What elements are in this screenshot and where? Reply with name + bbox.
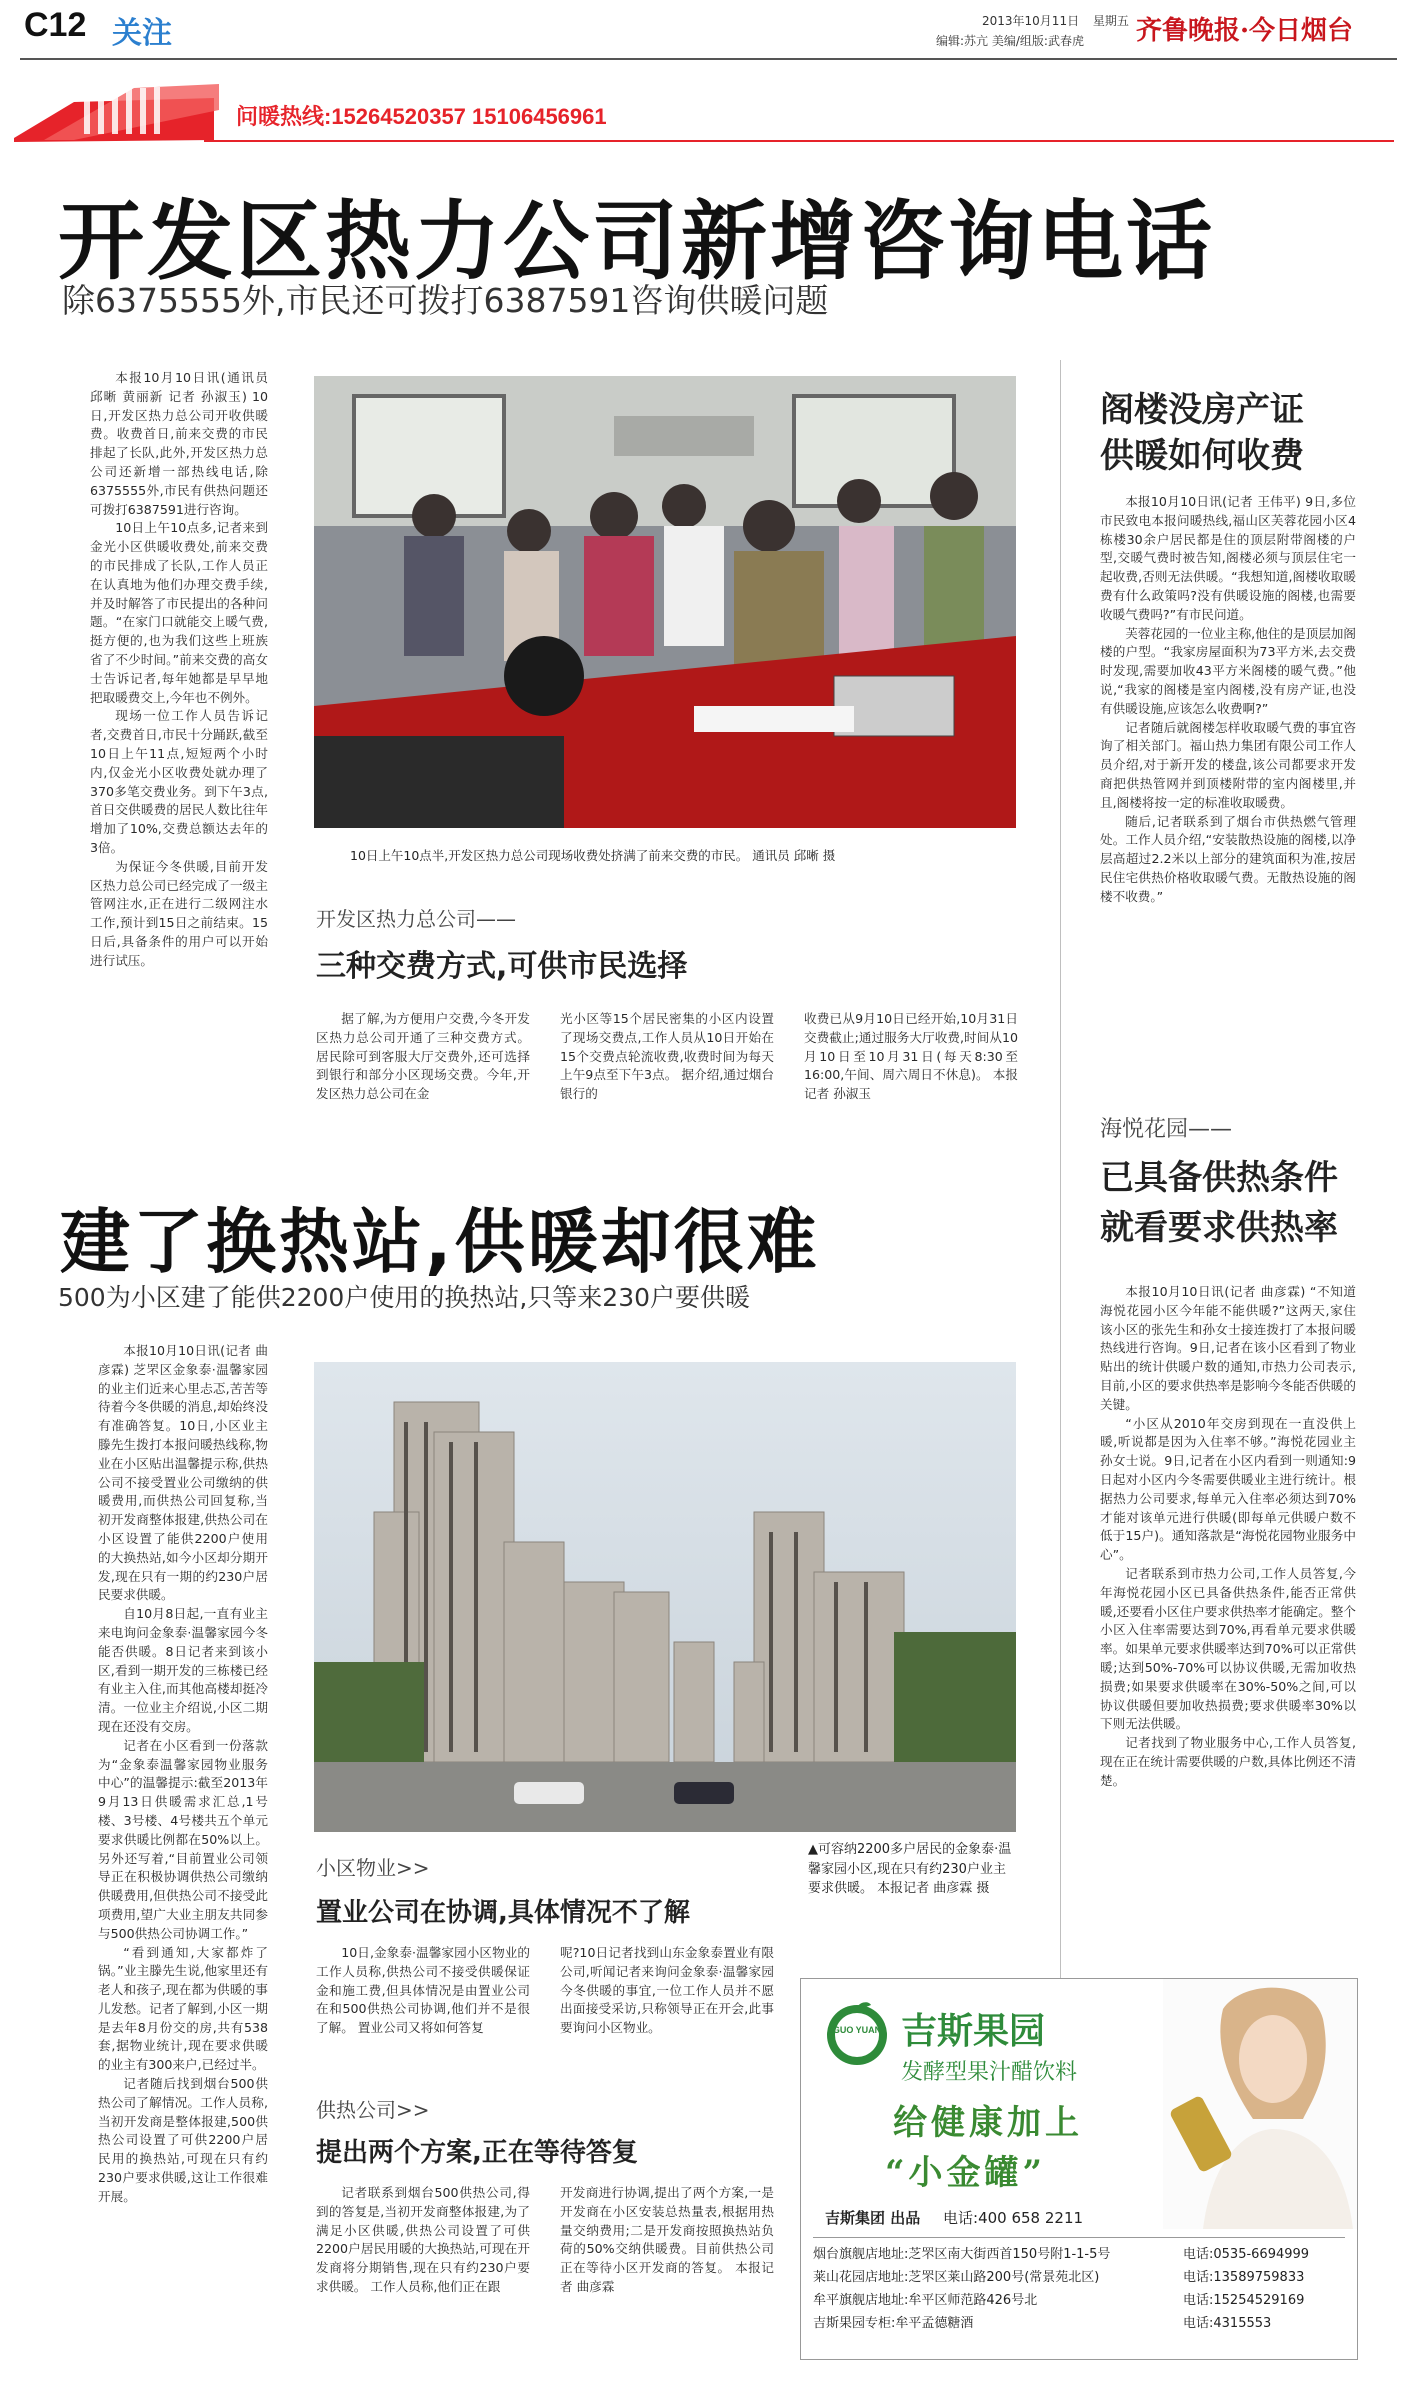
story2-kicker-2: 供热公司>> bbox=[316, 2098, 430, 2122]
date-text: 2013年10月11日 bbox=[982, 14, 1080, 28]
paper-name: 齐鲁晚报·今日烟台 bbox=[1136, 16, 1354, 46]
ad-group: 吉斯集团 出品 bbox=[825, 2209, 921, 2227]
story1-lower-col-3 bbox=[804, 1010, 1018, 1104]
story2-subhead-1: 置业公司在协调,具体情况不了解 bbox=[316, 1898, 690, 1928]
story1-subhead2: 三种交费方式,可供市民选择 bbox=[316, 949, 688, 984]
story1-subhead: 除6375555外,市民还可拨打6387591咨询供暖问题 bbox=[62, 281, 829, 320]
crowd-photo-illustration bbox=[314, 376, 1016, 828]
ad-phone-3: 电话:15254529169 bbox=[1183, 2293, 1305, 2308]
ad-logo-text: GUO YUAN bbox=[832, 2025, 882, 2035]
ad-group-row bbox=[825, 2207, 1083, 2228]
story1-lower-para-1: 据了解,为方便用户交费,今冬开发区热力总公司开通了三种交费方式。居民除可到客服大厅交费外,还可选择到银行和部分小区现场交费。今年,开发区热力总公司在金 bbox=[316, 1011, 530, 1102]
haiyue-headline-1: 已具备供热条件 bbox=[1100, 1158, 1338, 1198]
story2-sub2-para-1: 记者联系到烟台500供热公司,得到的答复是,当初开发商整体报建,为了满足小区供暖,供热公司设置了可供2200户居民用暖的大换热站,可现在开发商将分期销售,现在只有约230户要求供暖。 工作人员称,他们正在跟 bbox=[316, 2185, 530, 2294]
story2-subhead-2: 提出两个方案,正在等待答复 bbox=[316, 2138, 638, 2168]
story2-sub2-para-2: 开发商进行协调,提出了两个方案,一是开发商在小区安装总热量表,根据用热量交纳费用;二是开发商按照换热站负荷的50%交纳供暖费。目前供热公司正在等待小区开发商的答复。 本报记者 曲彦霖 bbox=[560, 2185, 774, 2294]
ad-slogan-1: 给健康加上 bbox=[893, 2103, 1083, 2143]
story1-para-2: 10日上午10点多,记者来到金光小区供暖收费处,前来交费的市民排成了长队,工作人员正在认真地为他们办理交费手续,并及时解答了市民提出的各种问题。“在家门口就能交上暖气费,挺方便的,也为我们这些上班族省了不少时间。”前来交费的高女士告诉记者,每年她都是早早地把取暖费交上,今年也不例外。 bbox=[90, 520, 268, 705]
radiator-icon bbox=[14, 80, 224, 142]
story2-sub1-col-2 bbox=[560, 1944, 774, 2038]
header-rule bbox=[20, 58, 1397, 60]
ad-address-3: 牟平旗舰店地址:牟平区师范路426号北 bbox=[813, 2293, 1038, 2308]
attic-para-1: 本报10月10日讯(记者 王伟平) 9日,多位市民致电本报问暖热线,福山区芙蓉花园小区4栋楼30余户居民都是住的顶层附带阁楼的户型,交暖气费时被告知,阁楼必须与顶层住宅一起收费,否则无法供暖。“我想知道,阁楼收取暖费有什么政策吗?没有供暖设施的阁楼,也需要收暖气费吗?”有市民问道。 bbox=[1100, 494, 1356, 622]
story1-para-1: 本报10月10日讯(通讯员 邱晰 黄丽新 记者 孙淑玉) 10日,开发区热力总公司开收供暖费。收费首日,前来交费的市民排起了长队,此外,开发区热力总公司还新增一部热线电话,除6375555外,市民有供热问题还可拨打6387591进行咨询。 bbox=[90, 370, 268, 517]
story1-para-4: 为保证今冬供暖,目前开发区热力总公司已经完成了一级主管网注水,正在进行二级网注水工作,预计到15日之前结束。15日后,具备条件的用户可以开始进行试压。 bbox=[90, 858, 268, 968]
story2-sub1-para-1: 10日,金象泰·温馨家园小区物业的工作人员称,供热公司不接受供暖保证金和施工费,但具体情况是由置业公司在和500供热公司协调,他们并不是很了解。 置业公司又将如何答复 bbox=[316, 1945, 530, 2036]
haiyue-body bbox=[1100, 1283, 1356, 1791]
haiyue-para-2: “小区从2010年交房到现在一直没供上暖,听说都是因为入住率不够。”海悦花园业主孙女士说。9日,记者在小区内看到一则通知:9日起对小区内今冬需要供暖业主进行统计。根据热力公司要求,每单元入住率必须达到70%才能对该单元进行供暖(即每单元供暖户数不低于15户)。通知落款是“海悦花园物业服务中心”。 bbox=[1100, 1415, 1356, 1563]
ad-slogan-2: “小金罐” bbox=[885, 2153, 1047, 2193]
story2-sub1-para-2: 呢?10日记者找到山东金象泰置业有限公司,听闻记者来询问金象泰·温馨家园今冬供暖的事宜,一位工作人员并不愿出面接受采访,只称领导正在开会,此事要询问小区物业。 bbox=[560, 1945, 774, 2036]
story2-sub2-col-2 bbox=[560, 2184, 774, 2297]
story1-headline: 开发区热力公司新增咨询电话 bbox=[58, 192, 1215, 292]
story1-lower-para-3: 收费已从9月10日已经开始,10月31日交费截止;通过服务大厅收费,时间从10月10日至10月31日(每天8:30至16:00,午间、周六周日不休息)。 本报记者 孙淑玉 bbox=[804, 1011, 1018, 1102]
story2-photo-caption: ▲可容纳2200多户居民的金象泰·温馨家园小区,现在只有约230户业主要求供暖。 本报记者 曲彦霖 摄 bbox=[808, 1842, 1012, 1896]
story1-para-3: 现场一位工作人员告诉记者,交费首日,市民十分踊跃,截至10日上午11点,短短两个小时内,仅金光小区收费处就办理了370多笔交费业务。到下午3点,首日交供暖费的居民人数比往年增加了10%,交费总额达去年的3倍。 bbox=[90, 708, 268, 855]
hotline-text: 问暖热线:15264520357 15106456961 bbox=[236, 104, 607, 129]
ad-address-4: 吉斯果园专柜:牟平孟德糖酒 bbox=[813, 2316, 974, 2331]
story2-sub1-col-1 bbox=[316, 1944, 530, 2038]
attic-para-3: 记者随后就阁楼怎样收取暖气费的事宜咨询了相关部门。福山热力集团有限公司工作人员介绍,对于新开发的楼盘,该公司都要求开发商把供热管网并到顶楼附带的室内阁楼里,并且,阁楼将按一定的标准收取暖费。 bbox=[1100, 719, 1356, 810]
story1-col1 bbox=[90, 369, 268, 971]
story2-para-5: 记者随后找到烟台500供热公司了解情况。工作人员称,当初开发商是整体报建,500供热公司设置了可供2200户居民用的换热站,可现在只有约230户要求供暖,这让工作很难开展。 bbox=[98, 2076, 268, 2204]
story2-col1 bbox=[98, 1342, 268, 2207]
story2-kicker-1: 小区物业>> bbox=[316, 1856, 430, 1880]
attic-para-4: 随后,记者联系到了烟台市供热燃气管理处。工作人员介绍,“安装散热设施的阁楼,以净层高超过2.2米以上部分的建筑面积为准,按居民住宅供热价格收取暖气费。无散热设施的阁楼不收费。” bbox=[1100, 813, 1356, 904]
story1-photo bbox=[314, 376, 1016, 828]
haiyue-para-1: 本报10月10日讯(记者 曲彦霖) “不知道海悦花园小区今年能不能供暖?”这两天,家住该小区的张先生和孙女士接连拨打了本报问暖热线进行咨询。9日,记者在该小区看到了物业贴出的统计供暖户数的通知,市热力公司表示,目前,小区的要求供热率是影响今冬能否供暖的关键。 bbox=[1100, 1284, 1356, 1412]
advertisement bbox=[800, 1978, 1358, 2360]
hotline-underline bbox=[204, 140, 1394, 142]
haiyue-para-3: 记者联系到市热力公司,工作人员答复,今年海悦花园小区已具备供热条件,能否正常供暖,还要看小区住户要求供热率才能确定。整个小区入住率需要达到70%,再看单元要求供暖率。如果单元要求供暖率达到70%可以正常供暖;达到50%-70%可以协议供暖,无需加收热损费;如果要求供暖率在30%-50%之间,可以协议供暖但要加收热损费;要求供暖率30%以下则无法供暖。 bbox=[1100, 1565, 1356, 1732]
section-name: 关注 bbox=[112, 16, 172, 51]
haiyue-para-4: 记者找到了物业服务中心,工作人员答复,现在正在统计需要供暖的户数,具体比例还不清楚。 bbox=[1100, 1735, 1356, 1788]
ad-phone-2: 电话:13589759833 bbox=[1183, 2270, 1305, 2285]
attic-body bbox=[1100, 493, 1356, 907]
page-header bbox=[0, 0, 1417, 60]
story1-kicker: 开发区热力总公司—— bbox=[316, 907, 516, 931]
ad-address-2: 莱山花园店地址:芝罘区莱山路200号(常景苑北区) bbox=[813, 2270, 1100, 2285]
ad-phone-1: 电话:0535-6694999 bbox=[1183, 2247, 1310, 2262]
ad-address-1: 烟台旗舰店地址:芝罘区南大街西首150号附1-1-5号 bbox=[813, 2247, 1111, 2262]
haiyue-kicker: 海悦花园—— bbox=[1100, 1117, 1233, 1142]
editors-line: 编辑:苏亢 美编/组版:武春虎 bbox=[936, 34, 1084, 48]
story1-lower-col-2 bbox=[560, 1010, 774, 1104]
ad-addresses bbox=[813, 2243, 1173, 2335]
attic-headline-2: 供暖如何收费 bbox=[1100, 436, 1304, 476]
ad-brand: 吉斯果园 bbox=[901, 2011, 1046, 2052]
ad-divider bbox=[813, 2237, 1345, 2238]
haiyue-headline-2: 就看要求供热率 bbox=[1100, 1208, 1338, 1248]
story2-photo bbox=[314, 1362, 1016, 1832]
weekday-text: 星期五 bbox=[1092, 14, 1129, 28]
story2-para-1: 本报10月10日讯(记者 曲彦霖) 芝罘区金象泰·温馨家园的业主们近来心里忐忑,苦苦等待着今冬供暖的消息,却始终没有准确答复。10日,小区业主滕先生拨打本报问暖热线称,物业在小区贴出温馨提示称,供热公司不接受置业公司缴纳的供暖费用,而供热公司回复称,当初开发商整体报建,供热公司在小区设置了能供2200户使用的大换热站,如今小区却分期开发,现在只有一期的约230户居民要求供暖。 bbox=[98, 1343, 268, 1603]
story1-lower-col-1 bbox=[316, 1010, 530, 1104]
ad-phone-4: 电话:4315553 bbox=[1183, 2316, 1272, 2331]
story1-photo-caption: 10日上午10点半,开发区热力总公司现场收费处挤满了前来交费的市民。 通讯员 邱晰 摄 bbox=[350, 848, 836, 863]
attic-headline-1: 阁楼没房产证 bbox=[1100, 390, 1304, 430]
ad-tagline: 发酵型果汁醋饮料 bbox=[901, 2060, 1078, 2085]
story2-sub2-col-1 bbox=[316, 2184, 530, 2297]
story2-para-4: “看到通知,大家都炸了锅。”业主滕先生说,他家里还有老人和孩子,现在都为供暖的事儿发愁。记者了解到,小区一期是去年8月份交的房,共有538套,据物业统计,现在要求供暖的业主有300来户,已经过半。 bbox=[98, 1944, 268, 2073]
hotline-bar bbox=[14, 80, 1394, 142]
story2-para-3: 记者在小区看到一份落款为“金象泰温馨家园物业服务中心”的温馨提示:截至2013年9月13日供暖需求汇总,1号楼、3号楼、4号楼共五个单元要求供暖比例都在50%以上。另外还写着,“目前置业公司领导正在积极协调供热公司缴纳供暖费用,但供热公司不接受此项费用,望广大业主朋友共同参与500供热公司协调工作。” bbox=[98, 1737, 268, 1941]
page-number: C12 bbox=[24, 6, 87, 44]
ad-phones bbox=[1183, 2243, 1353, 2335]
story1-lower-para-2: 光小区等15个居民密集的小区内设置了现场交费点,工作人员从10日开始在15个交费点轮流收费,收费时间为每天上午9点至下午3点。 据介绍,通过烟台银行的 bbox=[560, 1011, 774, 1102]
header-date bbox=[982, 12, 1129, 29]
story2-headline: 建了换热站,供暖却很难 bbox=[60, 1201, 820, 1283]
ad-phone: 电话:400 658 2211 bbox=[943, 2209, 1084, 2227]
ad-model-image bbox=[1163, 1979, 1357, 2229]
story2-para-2: 自10月8日起,一直有业主来电询问金象泰·温馨家园今冬能否供暖。8日记者来到该小区,看到一期开发的三栋楼已经有业主入住,而其他高楼却挺冷清。一位业主介绍说,小区二期现在还没有交房。 bbox=[98, 1606, 268, 1734]
attic-para-2: 芙蓉花园的一位业主称,他住的是顶层加阁楼的户型。“我家房屋面积为73平方米,去交费时发现,需要加收43平方米阁楼的暖气费。”他说,“我家的阁楼是室内阁楼,没有房产证,也没有供暖设施,应该怎么收费啊?” bbox=[1100, 625, 1356, 716]
story2-subhead: 500为小区建了能供2200户使用的换热站,只等来230户要供暖 bbox=[58, 1283, 751, 1312]
buildings-photo-illustration bbox=[314, 1362, 1016, 1832]
